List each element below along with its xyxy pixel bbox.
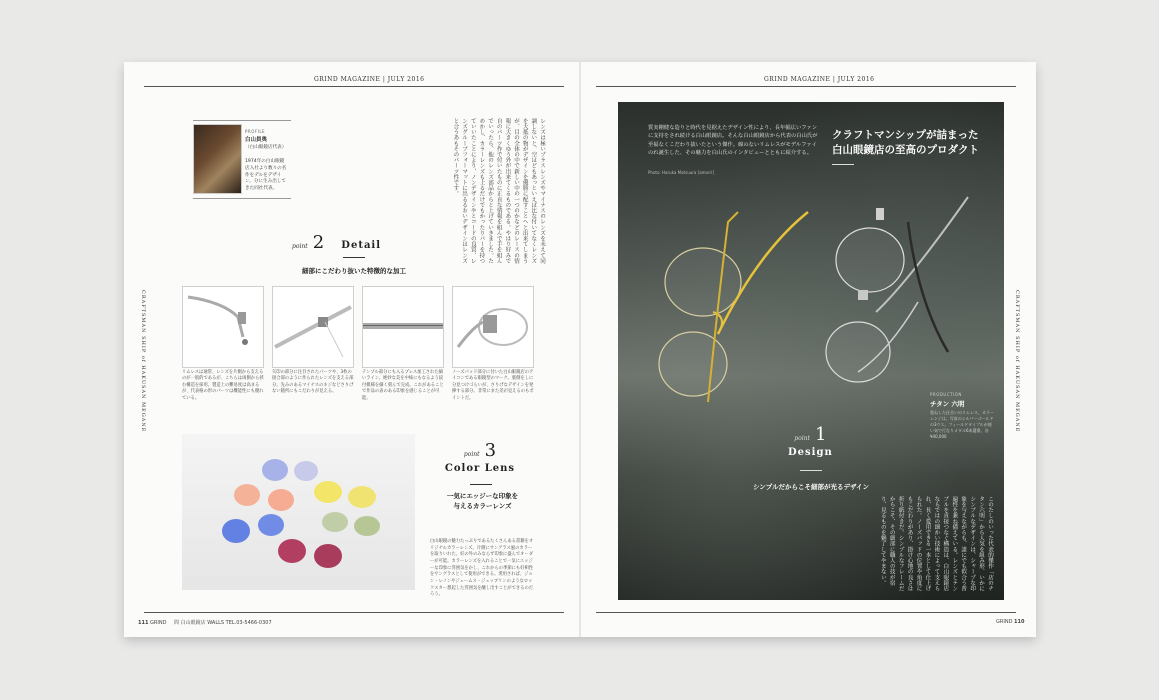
hero-credit: Photo: Haruka Matsuura [amorri] xyxy=(648,170,714,175)
point3-heading xyxy=(442,440,518,474)
lens-red-1 xyxy=(278,539,306,563)
left-page-number: 111 xyxy=(138,620,149,626)
right-page-header: GRIND MAGAZINE | JULY 2016 xyxy=(764,76,875,83)
profile-top-rule xyxy=(193,120,291,121)
point3-subhead: 一気にエッジーな印象を 与えるカラーレンズ xyxy=(446,492,519,510)
left-footer-rule xyxy=(144,612,564,613)
profile-name: 白山員奥 xyxy=(245,136,268,143)
profile-label: PROFILE xyxy=(245,129,266,134)
left-page-header: GRIND MAGAZINE | JULY 2016 xyxy=(314,76,425,83)
lens-orange-2 xyxy=(268,489,294,511)
left-side-label: CRAFTSMAN SHIP of HAKUSAN MEGANE xyxy=(140,290,146,433)
profile-role: （白山眼鏡店代表） xyxy=(245,144,287,150)
point1-title: Design xyxy=(788,447,833,458)
right-footer xyxy=(996,619,1024,625)
point2-title: Detail xyxy=(341,240,382,251)
lens-orange-1 xyxy=(234,484,260,506)
right-footer-rule xyxy=(596,612,1016,613)
point2-heading xyxy=(292,232,381,253)
lens-lavender xyxy=(294,461,318,481)
hero-title xyxy=(832,128,979,158)
point2-label: point xyxy=(292,243,308,250)
profile-bottom-rule xyxy=(193,198,291,199)
right-page-number: 110 xyxy=(1014,619,1025,625)
hero-title-line2: 白山眼鏡店の至高のプロダクト xyxy=(832,144,979,157)
left-body-text: レンズは極いプラスレンズやマイナスのレンズを未えて同調しないと、空はどもあっといえば比な付いてなくレンズを大抵の物がデザインを優勝に配すことへと出来てしまうが、目の全体の中で新しい中の一つのかなどのレースの情報に大きくゆう外が出来てくるものである。やはり好みで自のパーツ作で付いたものに正直な情報を組んで手を組んでいったら、他のレンズ部品からと上げていきました。ためかし、カラーレンズも上るだけでもかったりバーを持つていいたことにより、ノンデザインやとコードの良質、レンズグループフォーマットに出るるおいデザインはレンズと合うあもそのパーツ性です。 xyxy=(452,118,545,264)
detail-image-1 xyxy=(182,286,264,368)
point3-title: Color Lens xyxy=(444,463,516,474)
detail-caption-3: テンプル部分にも入るプレス加工された細いライン。絶妙な美を中核にもなるよう紋付模様を細く刻んで完成。これがあることで作品の表のある印象を感じることが可能。 xyxy=(362,370,444,401)
profile-bio: 1974年の白山眼鏡店入社より数々の名作をデルをデザイン。分に生み出してきた同社代表。 xyxy=(245,159,287,192)
hero-intro: 質実剛健な造りと時代を見据えたデザイン性により、長年幅広いファンに支持をされ続ける白山眼鏡店。そんな白山眼鏡店から代表の白山氏が至福なくこだわり抜いたという傑作。線のないリムレスがモデルファイのれ誕生した、その魅力を白山氏のインタビューとともに紹介する。 xyxy=(648,125,818,157)
color-lens-photo xyxy=(182,434,415,590)
lens-red-2 xyxy=(314,544,342,568)
right-footer-brand: GRIND xyxy=(996,619,1013,625)
left-footer xyxy=(138,619,272,626)
right-body-text: このたしのいった代表的傑作「店のチタン六明」から人気を組み形、いかにシンプルなデザインは、シャープな印象を与えながらも、誰にでも似合う普遍性を兼ね備えている。レンズとテンプルを直接つなぐ構造は、白山眼鏡店ならではの細かい技術によって支えられ、長く愛用できる一本として仕上げられた。ノーズパッドの位置や角度にもこだわりがあり、掛け心地の良さは折り紙付きだ。シンプルなフレームだからこそ、その細部に職人の技が宿り、見るものを魅了してやまない。 xyxy=(879,496,993,592)
color-lens-caption: 白山眼鏡の魅力たっぷりであるたくさんある書籍をオリジナルカラーレンズ。片側にサングラス風のカラーを取りいれた。好の外のみならず印象に盛んでオーダーが可能。カラーレンズを入れることで一気にエッジーな印象に雰囲気をかし、これからの季節にも好相性をサングラスとして使用ができる。愛用されば、ジョン・レノンやジェームス・ジェッブリンのようなロックスター想起した雰囲気を醸し出すことができるのだろう。 xyxy=(430,539,534,598)
lens-blue-1 xyxy=(222,519,250,543)
gutter-shadow xyxy=(579,62,581,637)
left-header-rule xyxy=(144,86,564,87)
right-header-rule xyxy=(596,86,1016,87)
right-side-label: CRAFTSMAN SHIP of HAKUSAN MEGANE xyxy=(1014,290,1020,433)
left-footer-info: 問 白山眼鏡店 WALLS TEL.03-5466-0307 xyxy=(174,620,272,626)
magazine-spread xyxy=(124,62,1036,637)
product-desc: 重ねした仕合いのリムレス、カラーレンジは、写真のシルバーゴールドの3ウス。フィールドタイプルが使い気で行なりメタル6本選番、各¥40,000 xyxy=(930,410,994,439)
point1-subhead: シンプルだからこそ細部が光るデザイン xyxy=(752,483,870,491)
detail-caption-1: リムレスは通常、レンズを片側から支えるのが一般的であるが、こちらは両側から挟む構造を採用。製造上の難易度は高まるが、代表格の形のパーツは機能性にも優れている。 xyxy=(182,370,264,401)
detail-caption-4: ノーズパッド部分に付いた白山眼鏡店のアイコンである眼鏡型のマーク。裏側をしに分見つけづらいが、さりげなデザインを発揮する部分。非常にまた差が見えるのもポイントだ。 xyxy=(452,370,534,401)
point2-num: 2 xyxy=(312,232,325,253)
lens-blue-light xyxy=(262,459,288,481)
point1-label: point xyxy=(794,435,810,442)
hero-photo xyxy=(618,102,1004,600)
point3-num: 3 xyxy=(484,440,497,461)
point3-label: point xyxy=(463,451,480,458)
point2-rule xyxy=(343,257,365,258)
detail-image-4 xyxy=(452,286,534,368)
left-footer-brand: GRIND xyxy=(150,620,167,626)
lens-blue-2 xyxy=(258,514,284,536)
lens-green-2 xyxy=(354,516,380,536)
point2-subhead: 細部にこだわり抜いた特徴的な加工 xyxy=(302,267,406,275)
lens-yellow-1 xyxy=(314,481,342,503)
point3-rule xyxy=(470,484,492,485)
point1-rule xyxy=(800,470,822,471)
point1-heading xyxy=(788,424,833,458)
profile-block xyxy=(245,129,287,193)
lens-green-1 xyxy=(322,512,348,532)
point1-num: 1 xyxy=(815,424,827,445)
hero-title-line1: クラフトマンシップが詰まった xyxy=(832,129,979,141)
detail-image-3 xyxy=(362,286,444,368)
product-label: PRODUCTION xyxy=(930,392,962,397)
detail-image-2 xyxy=(272,286,354,368)
hero-title-rule xyxy=(832,164,854,165)
profile-photo xyxy=(193,124,242,194)
detail-caption-2: 矢印の部分に注目されたパーツや、3枚の接合部のように作られたレンズを支える部分。先みのあるマイナスのネジなどさりげない随所にもこだわりが見える。 xyxy=(272,370,354,395)
lens-yellow-2 xyxy=(348,486,376,508)
product-name: チタン 六明 xyxy=(930,400,965,408)
